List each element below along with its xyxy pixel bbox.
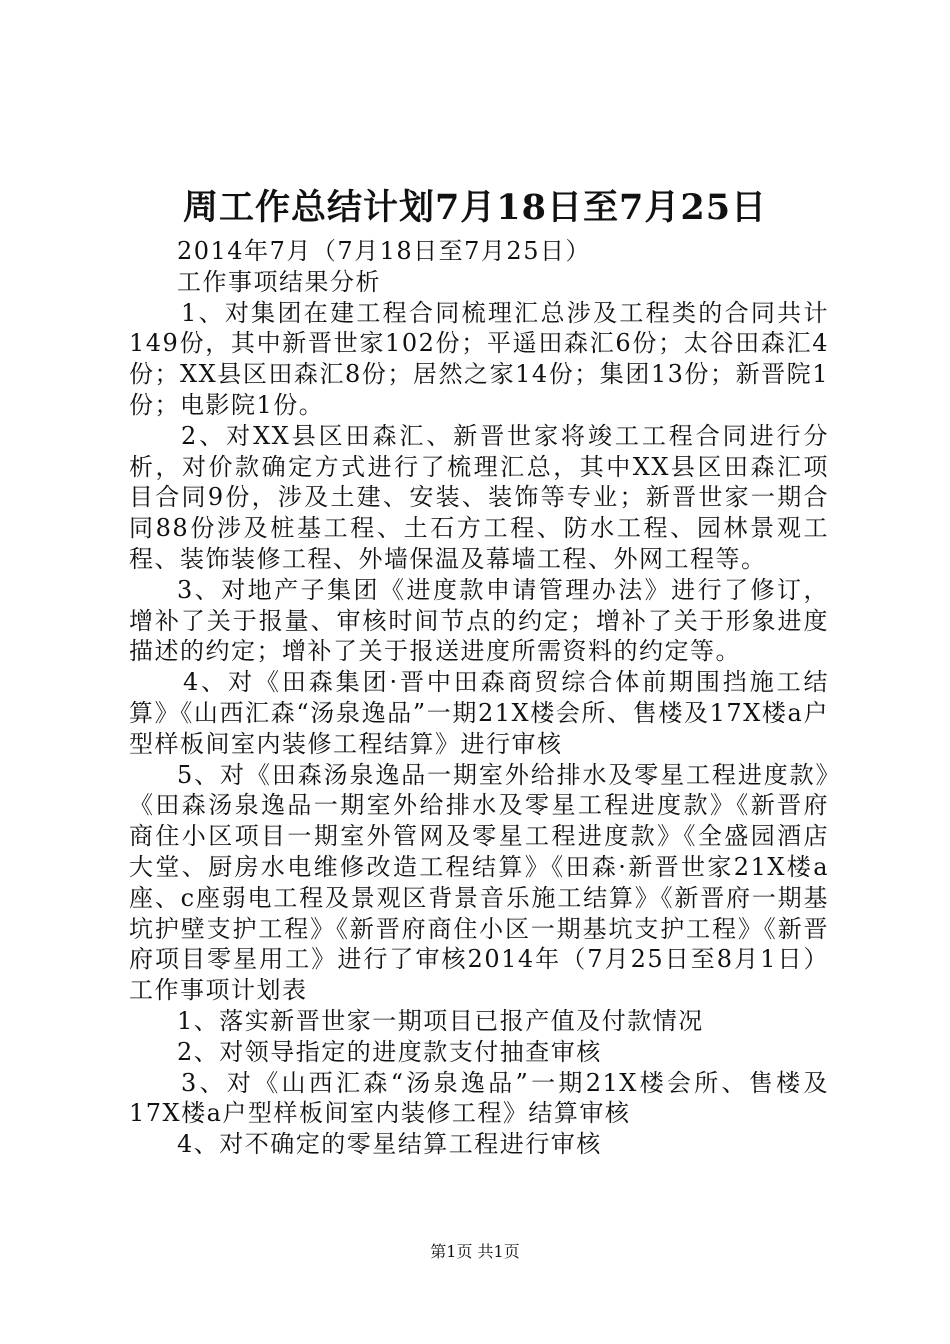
period-line: 2014年7月（7月18日至7月25日） (177, 237, 591, 265)
section-heading: 工作事项结果分析 (177, 267, 381, 296)
plan-item-1: 1、落实新晋世家一期项目已报产值及付款情况 (177, 1006, 704, 1035)
result-item-2: 2、对XX县区田森汇、新晋世家将竣工工程合同进行分析，对价款确定方式进行了梳理汇总，其中XX县区田森汇项目合同9份，涉及土建、安装、装饰等专业；新晋世家一期合同88份涉及桩基工程、土石方工程、防水工程、园林景观工程、装饰装修工程、外墙保温及幕墙工程、外网工程等。 (129, 421, 829, 573)
result-item-4: 4、对《田森集团·晋中田森商贸综合体前期围挡施工结算》《山西汇森“汤泉逸品”一期21X楼会所、售楼及17X楼a户型样板间室内装修工程结算》进行审核 (129, 668, 829, 758)
plan-item-2: 2、对领导指定的进度款支付抽查审核 (177, 1037, 602, 1066)
result-item-1: 1、对集团在建工程合同梳理汇总涉及工程类的合同共计149份，其中新晋世家102份；平遥田森汇6份；太谷田森汇4份；XX县区田森汇8份；居然之家14份；集团13份；新晋院1份；电影院1份。 (129, 298, 829, 419)
result-item-5: 5、对《田森汤泉逸品一期室外给排水及零星工程进度款》《田森汤泉逸品一期室外给排水及零星工程进度款》《新晋府商住小区项目一期室外管网及零星工程进度款》《全盛园酒店大堂、厨房水电维修改造工程结算》《田森·新晋世家21X楼a座、c座弱电工程及景观区背景音乐施工结算》《新晋府一期基坑护壁支护工程》《新晋府商住小区一期基坑支护工程》《新晋府项目零星用工》进行了审核2014年（7月25日至8月1日）工作事项计划表 (129, 760, 829, 1005)
plan-item-3: 3、对《山西汇森“汤泉逸品”一期21X楼会所、售楼及17X楼a户型样板间室内装修工程》结算审核 (129, 1068, 829, 1128)
page-footer: 第1页 共1页 (430, 1242, 520, 1261)
result-item-3: 3、对地产子集团《进度款申请管理办法》进行了修订，增补了关于报量、审核时间节点的约定；增补了关于形象进度描述的约定；增补了关于报送进度所需资料的约定等。 (129, 575, 829, 666)
document-title: 周工作总结计划7月18日至7月25日 (182, 187, 768, 228)
plan-item-4: 4、对不确定的零星结算工程进行审核 (177, 1130, 602, 1159)
document-body (129, 236, 829, 1160)
